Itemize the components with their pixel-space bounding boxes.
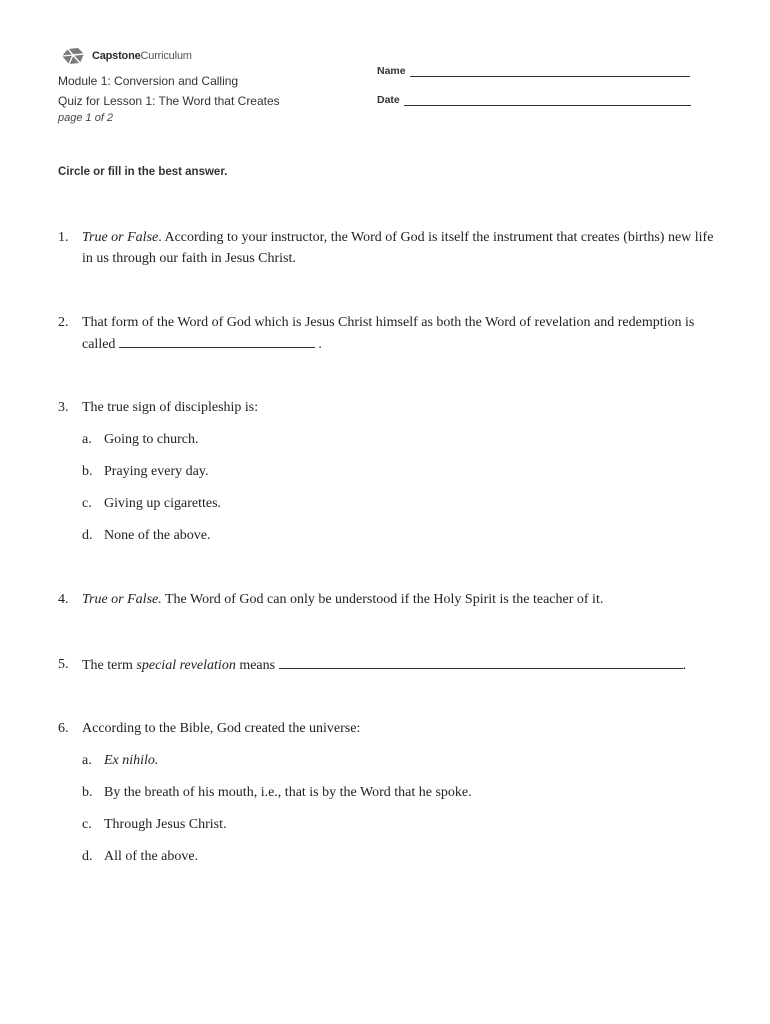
emphasis-term: special revelation [136, 658, 236, 673]
quiz-title: Quiz for Lesson 1: The Word that Creates [58, 94, 280, 108]
question-text: That form of the Word of God which is Jesus Christ himself as both the Word of revelation and redemption is called [82, 315, 695, 352]
true-false-lead: True or False [82, 230, 159, 245]
date-field[interactable] [377, 93, 691, 106]
true-false-lead: True or False. [82, 592, 162, 607]
answer-blank[interactable] [279, 654, 683, 669]
option-6a[interactable]: a. Ex nihilo. [82, 753, 159, 768]
question-text: The true sign of discipleship is: [82, 400, 259, 415]
question-5: 5. The term special revelation means . [58, 654, 718, 676]
capstone-logo [60, 44, 192, 68]
option-6b[interactable]: b. By the breath of his mouth, i.e., that is by the Word that he spoke. [82, 785, 472, 800]
page-indicator: page 1 of 2 [58, 112, 114, 124]
option-6d[interactable]: d. All of the above. [82, 849, 199, 864]
option-3b[interactable]: b. Praying every day. [82, 464, 209, 479]
question-2: 2. That form of the Word of God which is Jesus Christ himself as both the Word of revelation and redemption is called . [58, 312, 718, 355]
question-number: 4. [58, 592, 69, 607]
question-number: 3. [58, 400, 69, 415]
question-6 [58, 718, 718, 739]
name-line[interactable] [410, 64, 690, 77]
name-field[interactable] [377, 64, 690, 77]
question-number: 2. [58, 315, 69, 330]
logo-wordmark: CapstoneCurriculum [92, 50, 192, 62]
question-text: . According to your instructor, the Word of God is itself the instrument that creates (births) new life in us through our faith in Jesus Christ. [82, 230, 714, 266]
question-1 [58, 227, 718, 269]
date-label: Date [377, 94, 400, 106]
answer-blank[interactable] [119, 333, 315, 348]
question-number: 1. [58, 230, 69, 245]
option-6c[interactable]: c. Through Jesus Christ. [82, 817, 227, 832]
module-title: Module 1: Conversion and Calling [58, 74, 239, 88]
instructions: Circle or fill in the best answer. [58, 166, 228, 178]
question-text: The Word of God can only be understood if the Holy Spirit is the teacher of it. [161, 592, 604, 607]
question-number: 6. [58, 721, 69, 736]
question-4 [58, 589, 718, 610]
option-3c[interactable]: c. Giving up cigarettes. [82, 496, 222, 511]
question-number: 5. [58, 657, 69, 672]
date-line[interactable] [404, 93, 691, 106]
name-label: Name [377, 65, 406, 77]
capstone-logo-icon [60, 46, 86, 66]
option-3d[interactable]: d. None of the above. [82, 528, 211, 543]
option-3a[interactable]: a. Going to church. [82, 432, 199, 447]
question-3 [58, 397, 718, 418]
question-text: According to the Bible, God created the universe: [82, 721, 361, 736]
